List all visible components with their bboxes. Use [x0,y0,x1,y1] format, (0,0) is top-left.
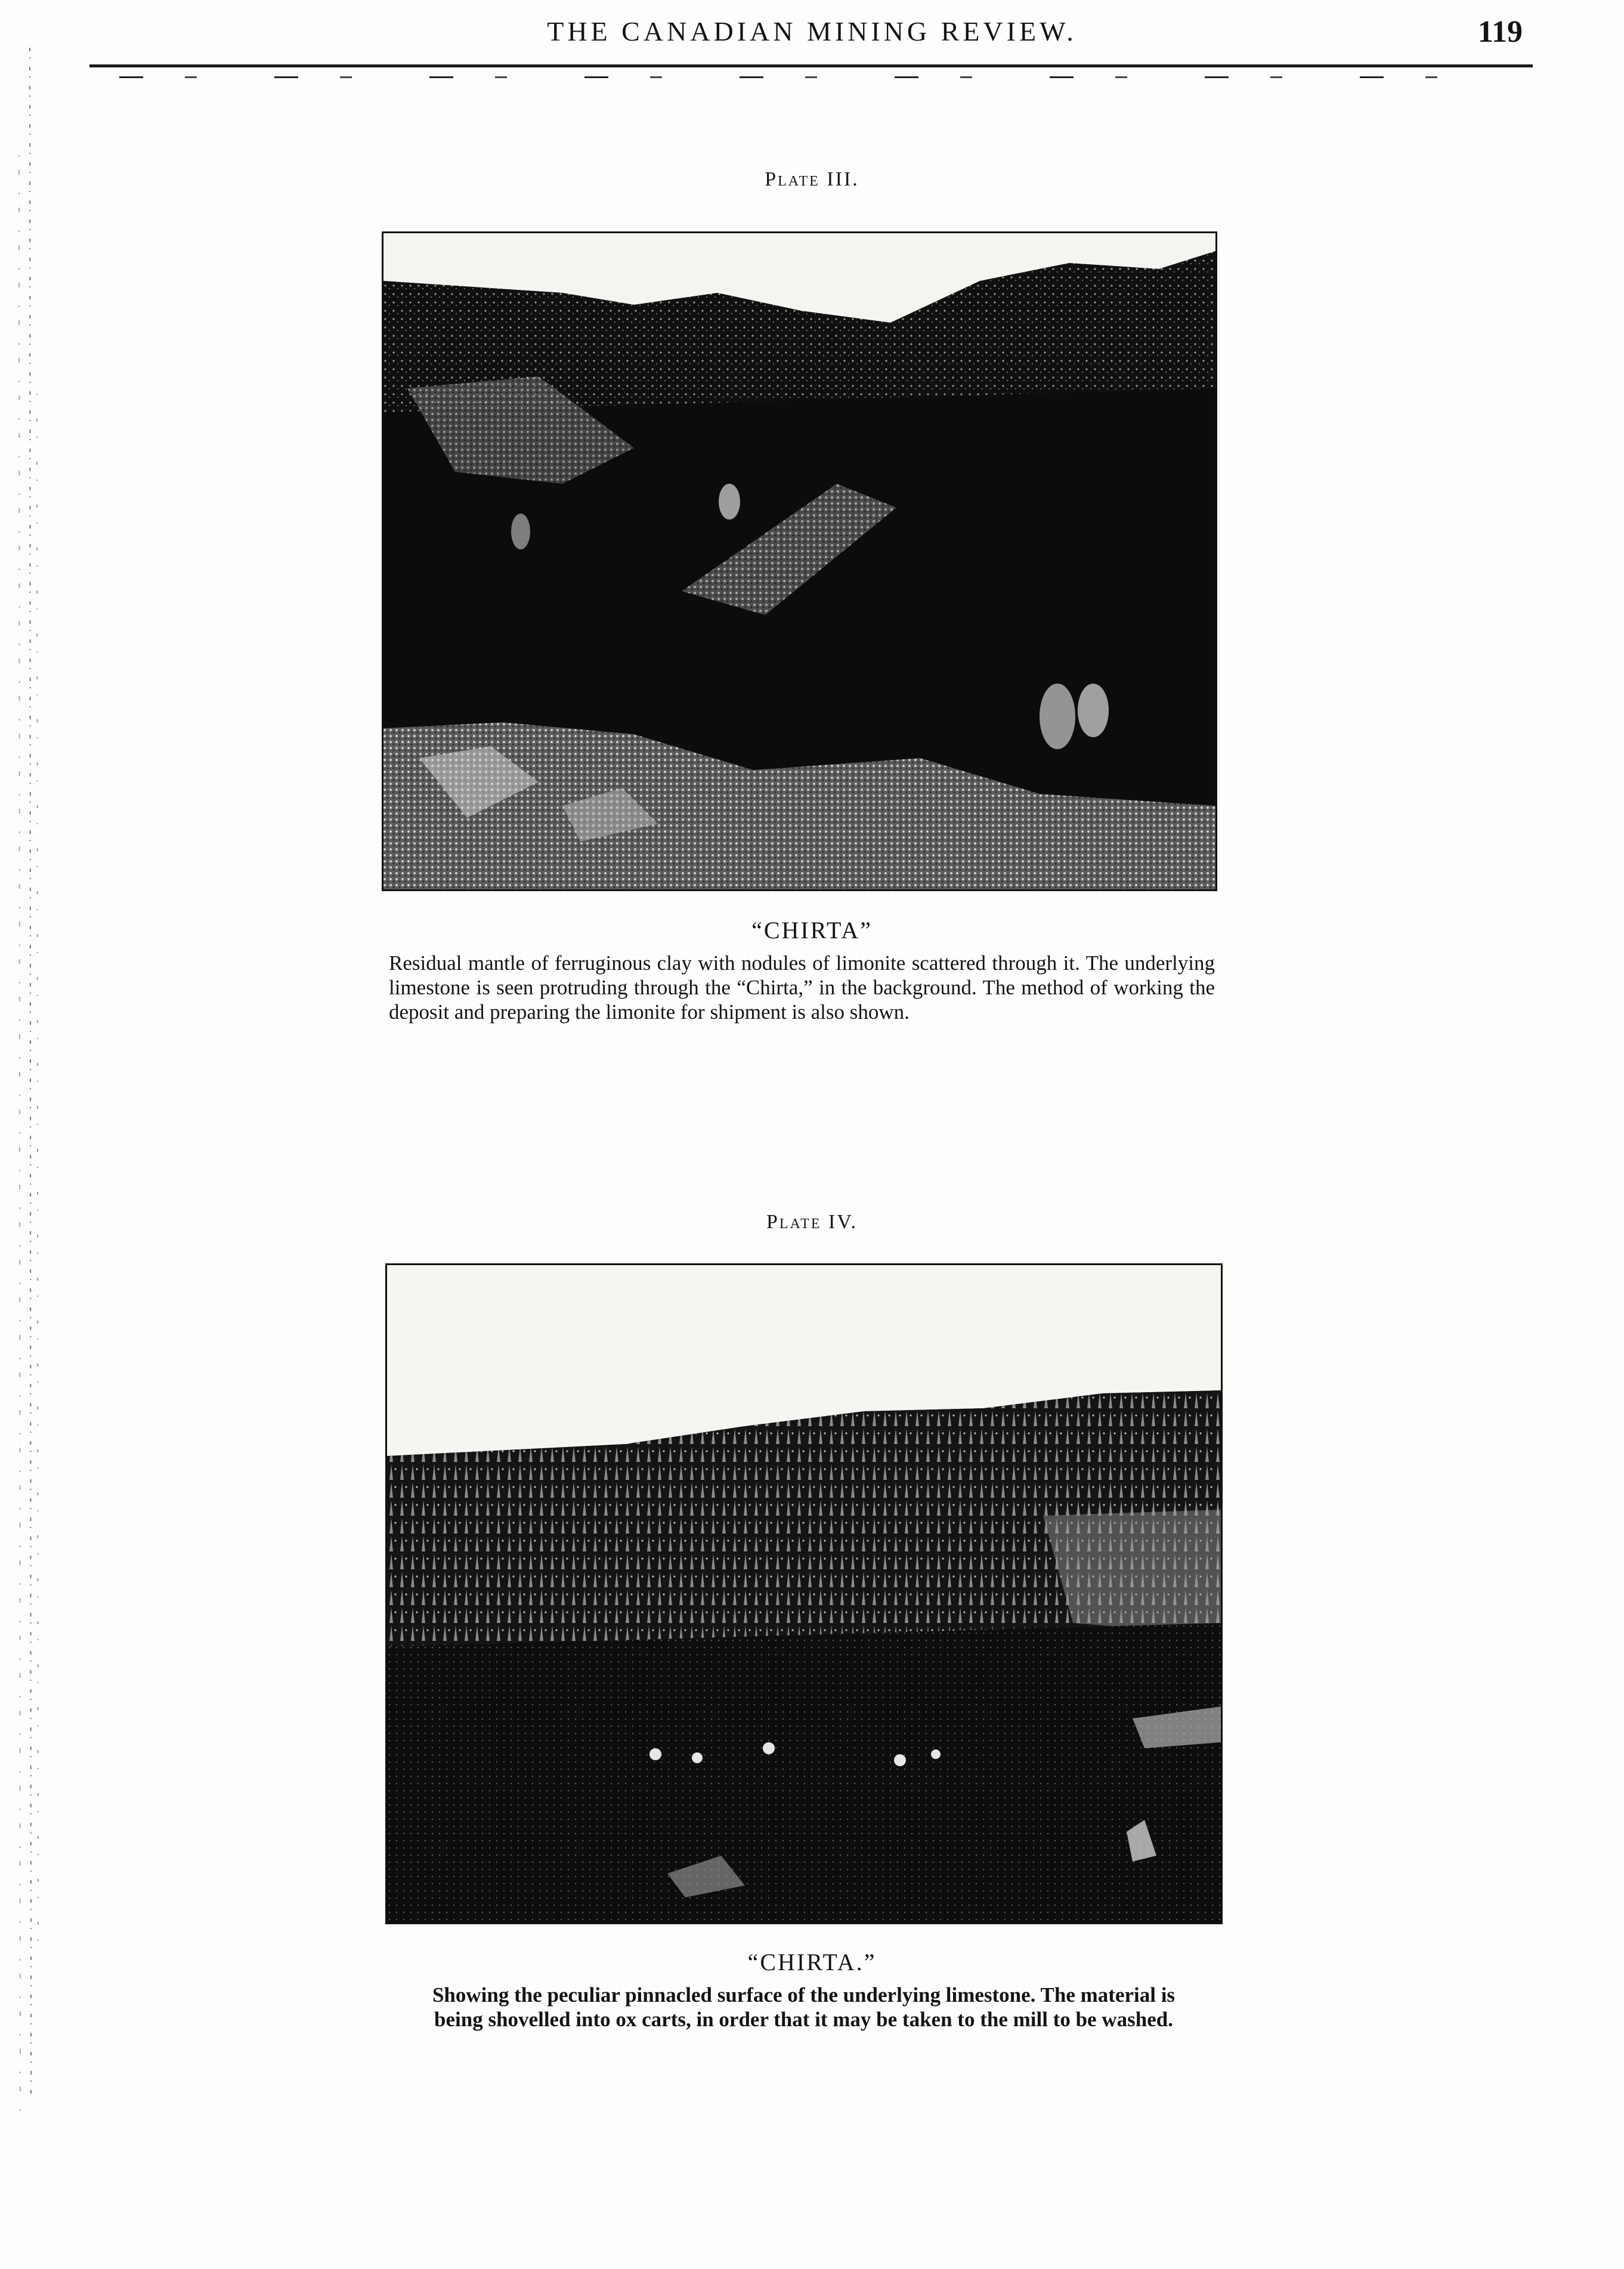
header-rule [89,64,1533,67]
plate-3-photograph [382,231,1217,891]
plate-4-caption-title: “CHIRTA.” [747,1949,877,1976]
plate-4-caption-text: Showing the peculiar pinnacled surface of the underlying limestone. The material is being shovelled into ox carts, in order that it may be taken to the mill to be washed. [432,1983,1176,2031]
plate-3-label: Plate III. [765,168,859,190]
page-number: 119 [1477,15,1523,49]
plate-4-label: Plate IV. [766,1211,858,1233]
plate-3-caption-title: “CHIRTA” [751,917,873,944]
header-rule-secondary [119,76,1515,78]
plate-3-caption-text: Residual mantle of ferruginous clay with nodules of limonite scattered through it. The underlying limestone is seen protruding through the “Chirta,” in the background. The method of working the deposit and preparing the limonite for shipment is also shown. [389,951,1215,1024]
plate-4-photograph [385,1263,1223,1924]
running-header-title: THE CANADIAN MINING REVIEW. [547,16,1077,47]
scan-margin-noise [11,36,41,2123]
